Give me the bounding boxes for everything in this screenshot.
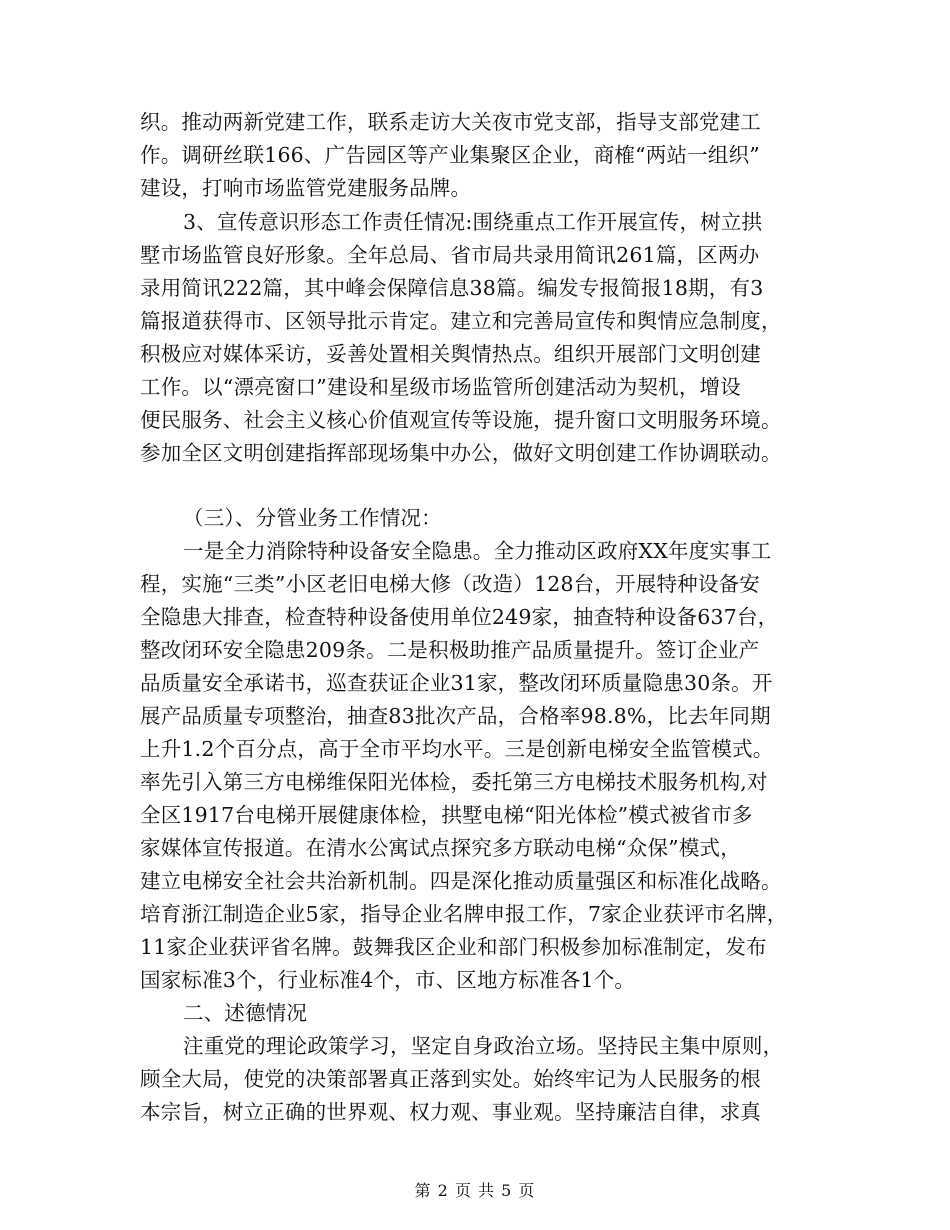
text-line: 织。推动两新党建工作，联系走访大关夜市党支部，指导支部党建工 xyxy=(140,110,761,134)
text-line: 建设，打响市场监管党建服务品牌。 xyxy=(140,176,472,200)
text-line: 积极应对媒体采访，妥善处置相关舆情热点。组织开展部门文明创建 xyxy=(140,342,761,366)
text-line: 注重党的理论政策学习，坚定自身政治立场。坚持民主集中原则， xyxy=(183,1034,784,1058)
text-line: 展产品质量专项整治，抽查83批次产品，合格率98.8%，比去年同期 xyxy=(140,704,771,728)
text-line: 作。调研丝联166、广告园区等产业集聚区企业，商榷“两站一组织” xyxy=(140,143,760,167)
text-line: 11家企业获评省名牌。鼓舞我区企业和部门积极参加标准制定，发布 xyxy=(140,935,767,959)
page-number-footer: 第 2 页 共 5 页 xyxy=(414,1181,536,1200)
text-line: 程，实施“三类”小区老旧电梯大修（改造）128台，开展特种设备安 xyxy=(140,572,760,596)
section-heading: 二、述德情况 xyxy=(183,1001,308,1025)
text-line: 家媒体宣传报道。在清水公寓试点探究多方联动电梯“众保”模式， xyxy=(140,836,741,860)
text-line: 全隐患大排查，检查特种设备使用单位249家，抽查特种设备637台， xyxy=(140,605,779,629)
text-line: 整改闭环安全隐患209条。二是积极助推产品质量提升。签订企业产 xyxy=(140,638,760,662)
text-line: 建立电梯安全社会共治新机制。四是深化推动质量强区和标准化战略。 xyxy=(140,869,782,893)
text-line: 3、宣传意识形态工作责任情况:围绕重点工作开展宣传，树立拱 xyxy=(183,210,763,234)
text-line: 一是全力消除特种设备安全隐患。全力推动区政府XX年度实事工 xyxy=(183,539,772,563)
text-line: 品质量安全承诺书，巡查获证企业31家，整改闭环质量隐患30条。开 xyxy=(140,671,773,695)
text-line: 录用简讯222篇，其中峰会保障信息38篇。编发专报简报18期，有3 xyxy=(140,276,764,300)
text-line: 率先引入第三方电梯维保阳光体检，委托第三方电梯技术服务机构,对 xyxy=(140,770,768,794)
text-line: 顾全大局，使党的决策部署真正落到实处。始终牢记为人民服务的根 xyxy=(140,1067,761,1091)
text-line: 全区1917台电梯开展健康体检，拱墅电梯“阳光体检”模式被省市多 xyxy=(140,803,753,827)
text-line: 参加全区文明创建指挥部现场集中办公，做好文明创建工作协调联动。 xyxy=(140,441,782,465)
text-line: 便民服务、社会主义核心价值观宣传等设施，提升窗口文明服务环境。 xyxy=(140,408,782,432)
text-line: 国家标准3个，行业标准4个，市、区地方标准各1个。 xyxy=(140,968,636,992)
text-line: 工作。以“漂亮窗口”建设和星级市场监管所创建活动为契机，增设 xyxy=(140,375,741,399)
text-line: 本宗旨，树立正确的世界观、权力观、事业观。坚持廉洁自律，求真 xyxy=(140,1100,761,1124)
text-line: 培育浙江制造企业5家，指导企业名牌申报工作，7家企业获评市名牌， xyxy=(140,902,788,926)
section-heading: （三）、分管业务工作情况： xyxy=(183,506,442,530)
text-line: 上升1.2个百分点，高于全市平均水平。三是创新电梯安全监管模式。 xyxy=(140,737,774,761)
text-line: 篇报道获得市、区领导批示肯定。建立和完善局宣传和舆情应急制度， xyxy=(140,309,782,333)
text-line: 墅市场监管良好形象。全年总局、省市局共录用简讯261篇，区两办 xyxy=(140,243,760,267)
